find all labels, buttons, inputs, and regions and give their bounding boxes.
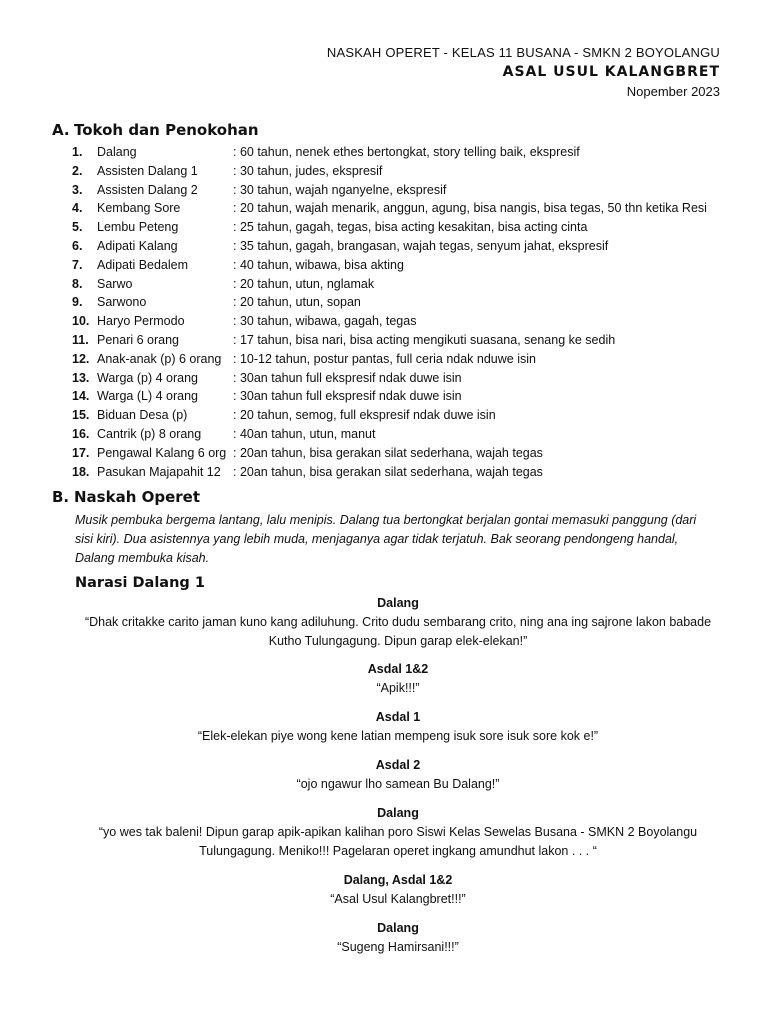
- cast-role: Adipati Kalang: [97, 238, 178, 253]
- cast-role: Haryo Permodo: [97, 314, 185, 329]
- cast-role: Adipati Bedalem: [97, 257, 189, 272]
- cast-role: Sarwo: [97, 276, 133, 291]
- cast-role: Cantrik (p) 8 orang: [97, 426, 202, 441]
- document-title: ASAL USUL KALANGBRET: [502, 64, 720, 80]
- cast-role: Warga (p) 4 orang: [97, 370, 198, 385]
- cast-description: : 20 tahun, semog, full ekspresif ndak duwe isin: [233, 408, 496, 423]
- cast-description: : 35 tahun, gagah, brangasan, wajah tegas, senyum jahat, ekspresif: [233, 238, 609, 253]
- cast-row: [72, 369, 732, 388]
- dialog-block: [80, 871, 716, 909]
- cast-role: Warga (L) 4 orang: [97, 389, 198, 404]
- dialog-line: “Dhak critakke carito jaman kuno kang adiluhung. Crito dudu sembarang crito, ning ana ing sajrone lakon babade Kutho Tulungagung. Dipun garap elek-elekan!”: [84, 615, 712, 648]
- cast-role: Pasukan Majapahit 12: [97, 464, 221, 479]
- document-header: [327, 44, 720, 101]
- dialog-line: “Apik!!!”: [376, 681, 420, 695]
- cast-row: [72, 181, 732, 200]
- cast-role: Kembang Sore: [97, 201, 181, 216]
- cast-number: 3.: [72, 182, 83, 197]
- dialog-line: “yo wes tak baleni! Dipun garap apik-apikan kalihan poro Siswi Kelas Sewelas Busana - SMKN 2 Boyolangu Tulungagung. Meniko!!! Pagelaran operet ingkang amundhut lakon . . . “: [98, 825, 698, 858]
- cast-row: [72, 444, 732, 463]
- cast-description: : 20 tahun, utun, nglamak: [233, 276, 375, 291]
- dialog-speaker: Asdal 1&2: [367, 662, 429, 676]
- school-line: NASKAH OPERET - KELAS 11 BUSANA - SMKN 2 BOYOLANGU: [326, 45, 720, 60]
- cast-description: : 20an tahun, bisa gerakan silat sederhana, wajah tegas: [233, 464, 543, 479]
- cast-description: : 30 tahun, wajah nganyelne, ekspresif: [233, 182, 447, 197]
- stage-direction: Musik pembuka bergema lantang, lalu menipis. Dalang tua bertongkat berjalan gontai memasuki panggung (dari sisi kiri). Dua asistennya yang lebih muda, menjaganya agar tidak terjatuh. Bak seorang pendongeng handal, Dalang membuka kisah.: [75, 513, 697, 565]
- dialog-block: [80, 660, 716, 698]
- dialog-block: [80, 594, 716, 651]
- cast-row: [72, 218, 732, 237]
- dialog-block: [80, 708, 716, 746]
- cast-row: [72, 331, 732, 350]
- cast-row: [72, 275, 732, 294]
- dialog-speaker: Asdal 2: [375, 758, 421, 772]
- cast-row: [72, 350, 732, 369]
- cast-row: [72, 237, 732, 256]
- cast-row: [72, 406, 732, 425]
- cast-number: 7.: [72, 257, 83, 272]
- cast-role: Dalang: [97, 145, 137, 159]
- section-b-letter: B.: [52, 488, 70, 506]
- cast-role: Biduan Desa (p): [97, 408, 188, 423]
- cast-row: [72, 256, 732, 275]
- narasi-heading: Narasi Dalang 1: [75, 575, 205, 591]
- cast-number: 8.: [72, 276, 83, 291]
- cast-number: 16.: [72, 426, 90, 441]
- cast-description: : 40 tahun, wibawa, bisa akting: [233, 257, 404, 272]
- dialog-block: [80, 756, 716, 794]
- cast-row: [72, 199, 732, 218]
- cast-role: Pengawal Kalang 6 org: [97, 445, 227, 460]
- dialog-line: “Asal Usul Kalangbret!!!”: [330, 892, 466, 906]
- dialog-speaker: Dalang: [377, 596, 419, 610]
- cast-description: : 25 tahun, gagah, tegas, bisa acting kesakitan, bisa acting cinta: [233, 220, 588, 235]
- document-date: Nopember 2023: [626, 84, 720, 99]
- cast-role: Lembu Peteng: [97, 220, 179, 235]
- cast-number: 10.: [72, 314, 90, 329]
- cast-number: 2.: [72, 163, 83, 178]
- dialog-speaker: Dalang: [377, 806, 419, 820]
- cast-number: 13.: [72, 370, 90, 385]
- cast-row: [72, 425, 732, 444]
- cast-role: Anak-anak (p) 6 orang: [97, 351, 222, 366]
- cast-row: [72, 293, 732, 312]
- cast-description: : 30 tahun, judes, ekspresif: [233, 163, 383, 178]
- section-a-heading: [52, 121, 259, 139]
- cast-description: : 20 tahun, utun, sopan: [233, 295, 361, 310]
- cast-role: Sarwono: [97, 295, 147, 310]
- cast-role: Assisten Dalang 2: [97, 182, 198, 197]
- cast-row: [72, 387, 732, 406]
- cast-row: [72, 143, 732, 162]
- cast-number: 1.: [72, 145, 83, 159]
- cast-number: 15.: [72, 408, 90, 423]
- dialog-line: “ojo ngawur lho samean Bu Dalang!”: [296, 777, 500, 791]
- cast-role: Penari 6 orang: [97, 332, 180, 347]
- dialog-speaker: Asdal 1: [375, 710, 421, 724]
- cast-number: 17.: [72, 445, 90, 460]
- cast-description: : 30an tahun full ekspresif ndak duwe isin: [233, 370, 462, 385]
- cast-row: [72, 162, 732, 181]
- cast-number: 5.: [72, 220, 83, 235]
- section-a-title: Tokoh dan Penokohan: [74, 121, 259, 139]
- cast-role: Assisten Dalang 1: [97, 163, 198, 178]
- dialog-block: [80, 919, 716, 957]
- section-b-title: Naskah Operet: [74, 488, 201, 506]
- section-b-heading: [52, 488, 200, 506]
- cast-description: : 20an tahun, bisa gerakan silat sederhana, wajah tegas: [233, 445, 543, 460]
- cast-number: 4.: [72, 201, 83, 216]
- cast-description: : 17 tahun, bisa nari, bisa acting mengikuti suasana, senang ke sedih: [233, 332, 616, 347]
- cast-number: 14.: [72, 389, 90, 404]
- cast-number: 6.: [72, 238, 83, 253]
- cast-description: : 10-12 tahun, postur pantas, full ceria ndak nduwe isin: [233, 351, 536, 366]
- dialog-speaker: Dalang, Asdal 1&2: [343, 873, 453, 887]
- cast-number: 18.: [72, 464, 90, 479]
- cast-description: : 20 tahun, wajah menarik, anggun, agung, bisa nangis, bisa tegas, 50 thn ketika Resi: [233, 201, 707, 216]
- section-a-letter: A.: [52, 121, 70, 139]
- cast-number: 9.: [72, 295, 83, 310]
- dialog-speaker: Dalang: [377, 921, 419, 935]
- cast-row: [72, 312, 732, 331]
- cast-description: : 40an tahun, utun, manut: [233, 426, 376, 441]
- cast-number: 11.: [72, 332, 89, 347]
- cast-description: : 30an tahun full ekspresif ndak duwe isin: [233, 389, 462, 404]
- dialog-line: “Sugeng Hamirsani!!!”: [337, 940, 459, 954]
- cast-description: : 60 tahun, nenek ethes bertongkat, story telling baik, ekspresif: [233, 145, 580, 159]
- cast-list: [72, 143, 732, 481]
- cast-description: : 30 tahun, wibawa, gagah, tegas: [233, 314, 417, 329]
- dialog-line: “Elek-elekan piye wong kene latian mempeng isuk sore isuk sore kok e!”: [197, 729, 599, 743]
- cast-row: [72, 463, 732, 482]
- cast-number: 12.: [72, 351, 90, 366]
- dialog-block: [80, 804, 716, 861]
